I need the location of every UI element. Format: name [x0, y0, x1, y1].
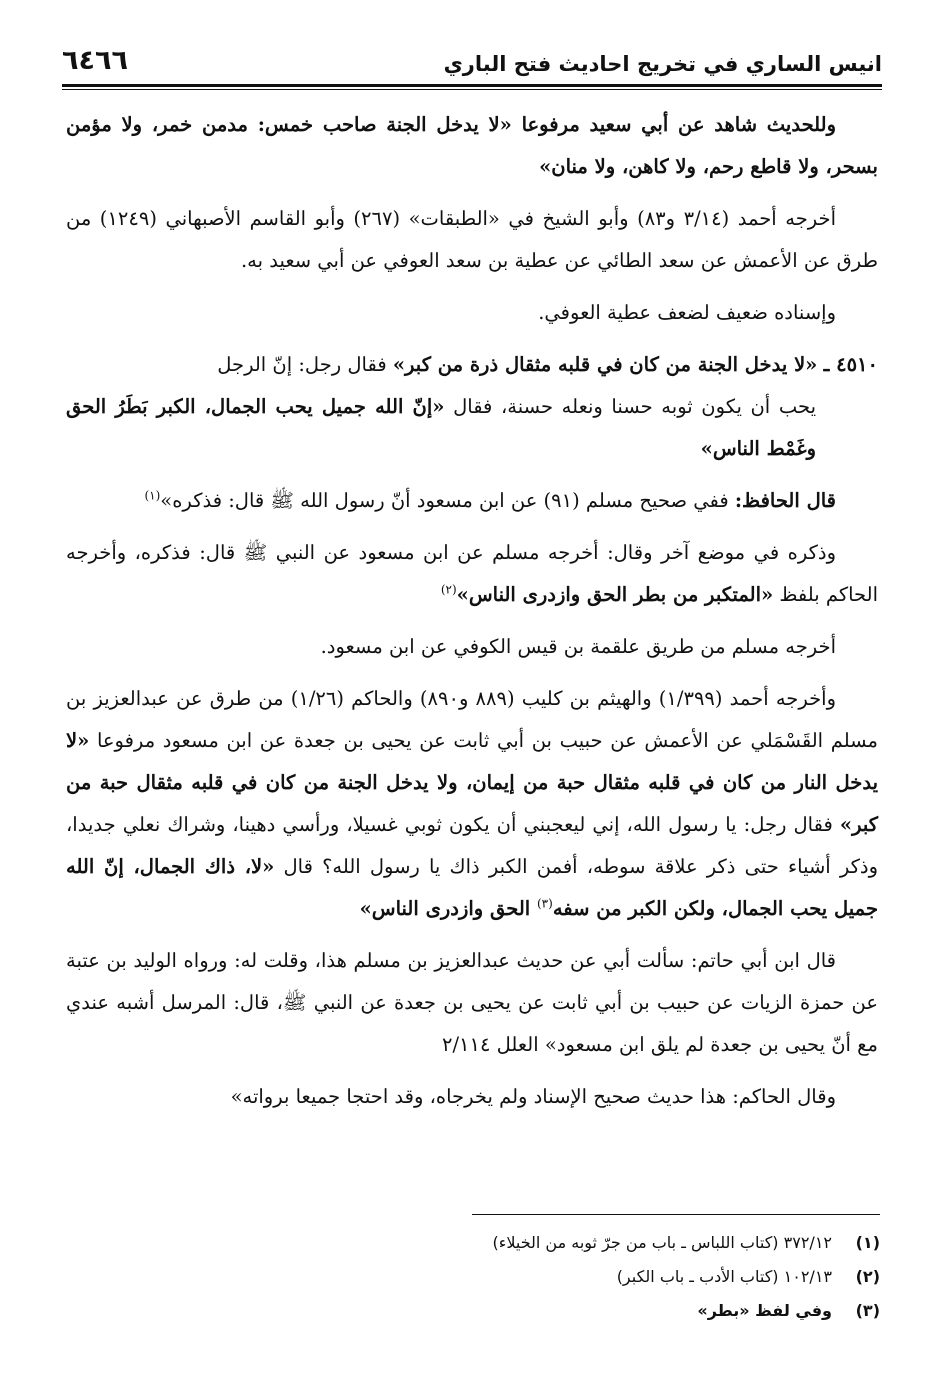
hakim-quote: «المتكبر من بطر الحق وازدرى الناس» [456, 583, 774, 606]
page-header [62, 34, 882, 76]
footnote-item [300, 1260, 880, 1294]
ahmad-quote-3: الحق وازدرى الناس» [359, 897, 537, 920]
footnote-text: ٣٧٢/١٢ (كتاب اللباس ـ باب من جرّ ثوبه من الخيلاء) [492, 1233, 832, 1252]
footnote-number: (٣) [855, 1301, 880, 1320]
footnote-rule [472, 1214, 880, 1215]
paragraph-hafiz [66, 480, 878, 522]
page-number: ٦٤٦٦ [62, 45, 128, 76]
paragraph-witness: وللحديث شاهد عن أبي سعيد مرفوعا «لا يدخل الجنة صاحب خمس: مدمن خمر، ولا مؤمن بسحر، ولا قاطع رحم، ولا كاهن، ولا منان» [66, 113, 878, 178]
ahmad-quote-1: «لا يدخل النار من كان في قلبه مثقال حبة من إيمان، ولا يدخل الجنة من كان في قلبه مثقال حبة من كبر» [66, 729, 878, 836]
header-rule [62, 84, 882, 90]
hadith-text-1: فقال رجل: إنّ الرجل [217, 353, 393, 376]
paragraph-hakim-wording [66, 532, 878, 616]
footnote-text: وفي لفظ «بطر» [697, 1301, 832, 1320]
footnote-ref-3[interactable]: (٣) [536, 896, 553, 911]
footnote-item [300, 1226, 880, 1260]
hafiz-label: قال الحافظ: [734, 489, 836, 512]
paragraph-grading: وإسناده ضعيف لضعف عطية العوفي. [538, 301, 836, 324]
hadith-quote-1: «لا يدخل الجنة من كان في قلبه مثقال ذرة من كبر» [392, 353, 818, 376]
paragraph-takhrij-1: أخرجه أحمد (٣/١٤ و٨٣) وأبو الشيخ في «الطبقات» (٢٦٧) وأبو القاسم الأصبهاني (١٢٤٩) من طرق عن الأعمش عن سعد الطائي عن عطية بن سعد العوفي عن أبي سعيد به. [66, 207, 878, 272]
footnote-ref-2[interactable]: (٢) [440, 582, 457, 597]
ahmad-quote-2: «لا، ذاك الجمال، إنّ الله جميل يحب الجمال، ولكن الكبر من سفه [66, 855, 878, 920]
paragraph-ibn-abi-hatim: قال ابن أبي حاتم: سألت أبي عن حديث عبدالعزيز بن مسلم هذا، وقلت له: ورواه الوليد بن عتبة عن حمزة الزيات عن حبيب بن أبي ثابت عن يحيى بن جعدة عن النبي ﷺ، قال: المرسل أشبه عندي مع أنّ يحيى بن جعدة لم يلق ابن مسعود» العلل ٢/١١٤ [66, 949, 878, 1056]
hafiz-text: ففي صحيح مسلم (٩١) عن ابن مسعود أنّ رسول الله ﷺ قال: فذكره» [160, 489, 735, 512]
footnote-number: (٢) [855, 1267, 880, 1286]
running-title: انيس الساري في تخريج احاديث فتح الباري [443, 52, 882, 76]
hadith-4510 [66, 344, 878, 470]
hakim-text: وذكره في موضع آخر وقال: أخرجه مسلم عن ابن مسعود عن النبي ﷺ قال: فذكره، وأخرجه الحاكم بلفظ [66, 541, 878, 606]
hadith-number: ٤٥١٠ ـ [823, 353, 878, 376]
footnote-number: (١) [855, 1233, 880, 1252]
footnotes [300, 1226, 880, 1328]
ahmad-text-1: وأخرجه أحمد (١/٣٩٩) والهيثم بن كليب (٨٨٩ و٨٩٠) والحاكم (١/٢٦) من طرق عن عبدالعزيز بن مسلم القَسْمَلي عن الأعمش عن حبيب بن أبي ثابت عن يحيى بن جعدة عن ابن مسعود مرفوعا [66, 687, 878, 752]
ahmad-text-2: فقال رجل: يا رسول الله، إني ليعجبني أن يكون ثوبي غسيلا، ورأسي دهينا، وشراك نعلي جديدا، وذكر أشياء حتى ذكر علاقة سوطه، أفمن الكبر ذاك يا رسول الله؟ قال [66, 813, 879, 878]
hadith-quote-2: «إنّ الله جميل يحب الجمال، الكبر بَطَرُ الحق وغَمْط الناس» [66, 395, 816, 460]
paragraph-muslim: أخرجه مسلم من طريق علقمة بن قيس الكوفي عن ابن مسعود. [320, 635, 836, 658]
paragraph-hakim-verdict: وقال الحاكم: هذا حديث صحيح الإسناد ولم يخرجاه، وقد احتجا جميعا برواته» [230, 1085, 836, 1108]
footnote-item [300, 1294, 880, 1328]
hadith-text-2: يحب أن يكون ثوبه حسنا ونعله حسنة، فقال [444, 395, 816, 418]
hadith-continuation [66, 386, 878, 470]
page-body [66, 104, 878, 1128]
footnote-text: ١٠٢/١٣ (كتاب الأدب ـ باب الكبر) [616, 1267, 832, 1286]
footnote-ref-1[interactable]: (١) [144, 488, 161, 503]
paragraph-ahmad [66, 678, 878, 930]
